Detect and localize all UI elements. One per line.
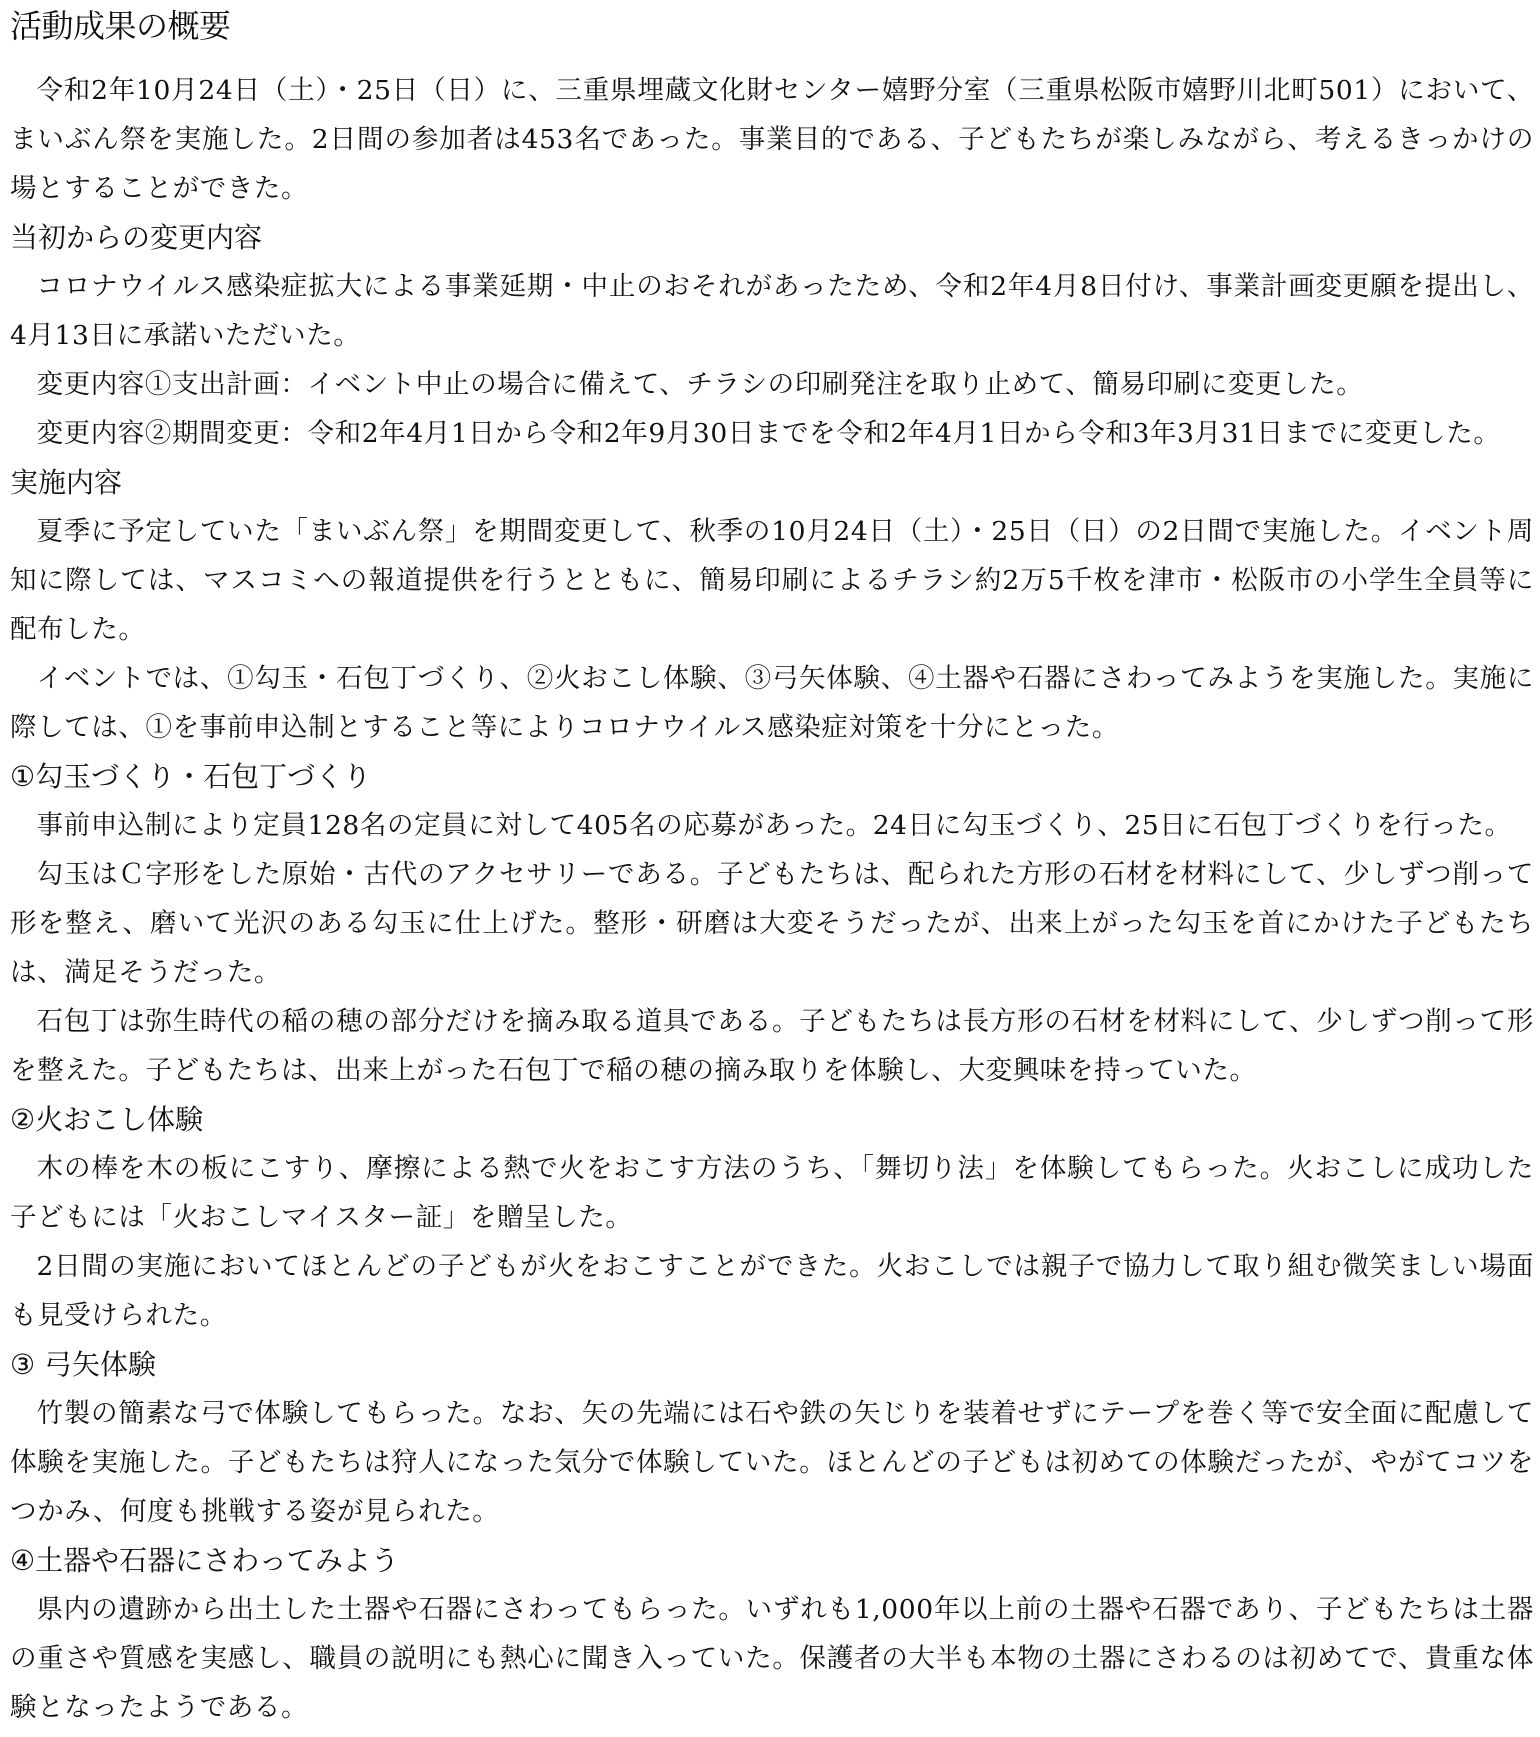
magatama-paragraph: 勾玉はＣ字形をした原始・古代のアクセサリーである。子どもたちは、配られた方形の石材を材料にして、少しずつ削って形を整え、磨いて光沢のある勾玉に仕上げた。整形・研磨は大変そうだったが、出来上がった勾玉を首にかけた子どもたちは、満足そうだった。 (10, 859, 1534, 988)
intro-paragraph: 令和2年10月24日（土）・25日（日）に、三重県埋蔵文化財センター嬉野分室（三重県松阪市嬉野川北町501）において、まいぶん祭を実施した。2日間の参加者は453名であった。事業目的である、子どもたちが楽しみながら、考えるきっかけの場とすることができた。 (10, 75, 1534, 204)
archery-paragraph: 竹製の簡素な弓で体験してもらった。なお、矢の先端には石や鉄の矢じりを装着せずにテープを巻く等で安全面に配慮して体験を実施した。子どもたちは狩人になった気分で体験していた。ほとんどの子どもは初めての体験だったが、やがてコツをつかみ、何度も挑戦する姿が見られた。 (10, 1398, 1534, 1527)
magatama-paragraph: 事前申込制により定員128名の定員に対して405名の応募があった。24日に勾玉づくり、25日に石包丁づくりを行った。 (36, 810, 1512, 841)
fire-making-paragraph: 木の棒を木の板にこすり、摩擦による熱で火をおこす方法のうち、「舞切り法」を体験してもらった。火おこしに成功した子どもには「火おこしマイスター証」を贈呈した。 (10, 1153, 1534, 1233)
section-heading-magatama: ①勾玉づくり・石包丁づくり (10, 760, 372, 793)
implementation-paragraph: 夏季に予定していた「まいぶん祭」を期間変更して、秋季の10月24日（土）・25日（日）の2日間で実施した。イベント周知に際しては、マスコミへの報道提供を行うとともに、簡易印刷によるチラシ約2万5千枚を津市・松阪市の小学生全員等に配布した。 (10, 516, 1534, 645)
section-heading-fire-making: ②火おこし体験 (10, 1103, 204, 1136)
implementation-paragraph: イベントでは、①勾玉・石包丁づくり、②火おこし体験、③弓矢体験、④土器や石器にさわってみようを実施した。実施に際しては、①を事前申込制とすること等によりコロナウイルス感染症対策を十分にとった。 (10, 663, 1534, 743)
changes-paragraph: 変更内容②期間変更：令和2年4月1日から令和2年9月30日までを令和2年4月1日から令和3年3月31日までに変更した。 (36, 418, 1501, 449)
document-body (10, 0, 1534, 1732)
section-heading-implementation: 実施内容 (10, 466, 123, 499)
changes-paragraph: コロナウイルス感染症拡大による事業延期・中止のおそれがあったため、令和2年4月8日付け、事業計画変更願を提出し、4月13日に承諾いただいた。 (10, 271, 1534, 351)
changes-paragraph: 変更内容①支出計画：イベント中止の場合に備えて、チラシの印刷発注を取り止めて、簡易印刷に変更した。 (36, 369, 1364, 400)
magatama-paragraph: 石包丁は弥生時代の稲の穂の部分だけを摘み取る道具である。子どもたちは長方形の石材を材料にして、少しずつ削って形を整えた。子どもたちは、出来上がった石包丁で稲の穂の摘み取りを体験し、大変興味を持っていた。 (10, 1006, 1534, 1086)
section-heading-pottery: ④土器や石器にさわってみよう (10, 1544, 399, 1577)
pottery-paragraph: 県内の遺跡から出土した土器や石器にさわってもらった。いずれも1,000年以上前の土器や石器であり、子どもたちは土器の重さや質感を実感し、職員の説明にも熱心に聞き入っていた。保護者の大半も本物の土器にさわるのは初めてで、貴重な体験となったようである。 (10, 1594, 1534, 1723)
section-heading-changes: 当初からの変更内容 (10, 221, 263, 254)
fire-making-paragraph: 2日間の実施においてほとんどの子どもが火をおこすことができた。火おこしでは親子で協力して取り組む微笑ましい場面も見受けられた。 (10, 1251, 1534, 1331)
page-title: 活動成果の概要 (10, 7, 231, 45)
section-heading-archery: ③ 弓矢体験 (10, 1348, 157, 1381)
